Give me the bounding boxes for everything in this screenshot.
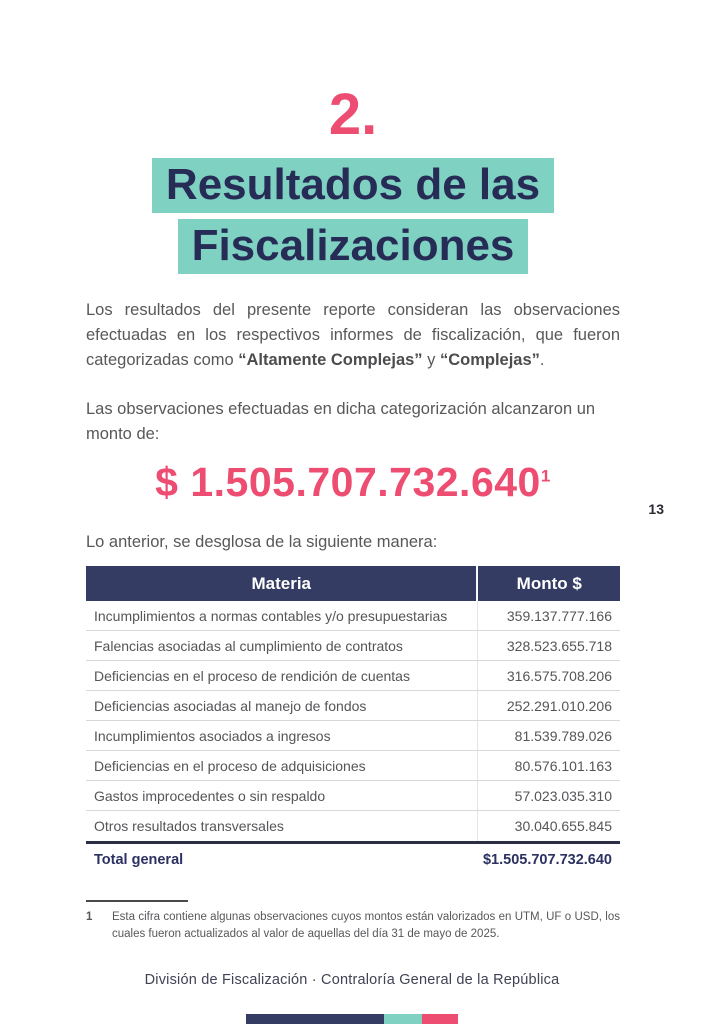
intro-period: . [539,350,545,369]
table-row [86,601,620,631]
footer-text: División de Fiscalización · Contraloría General de la República [144,972,560,988]
table-total-value: $1.505.707.732.640 [482,852,612,869]
table-body [86,601,620,841]
footer-bar-pink-segment [422,1014,458,1024]
table-cell-materia: Deficiencias asociadas al manejo de fondos [86,691,478,720]
table-total-row [86,841,620,876]
table-header-row [86,566,620,601]
table-header-materia: Materia [86,566,478,601]
table-cell-materia: Deficiencias en el proceso de adquisiciones [86,751,478,780]
amount-lead-paragraph: Las observaciones efectuadas en dicha categorización alcanzaron un monto de: [86,399,596,443]
page-title-line2: Fiscalizaciones [178,219,529,274]
table-cell-monto: 81.539.789.026 [514,727,612,744]
table-row [86,631,620,661]
table-cell-materia: Otros resultados transversales [86,811,478,841]
table-row [86,751,620,781]
intro-bold-altamente-complejas: “Altamente Complejas” [238,350,423,369]
table-cell-materia: Incumplimientos a normas contables y/o presupuestarias [86,601,478,630]
footer-color-bar [246,1014,458,1024]
footer-bar-teal-segment [384,1014,422,1024]
table-cell-materia: Deficiencias en el proceso de rendición de cuentas [86,661,478,690]
footnote [86,909,620,942]
intro-conjunction: y [422,350,440,369]
table-cell-materia: Gastos improcedentes o sin respaldo [86,781,478,810]
table-row [86,811,620,841]
intro-paragraph [86,298,620,373]
footnote-text: Esta cifra contiene algunas observaciones cuyos montos están valorizados en UTM, UF o USD, los cuales fueron actualizados al valor de aquellas del día 31 de mayo de 2025. [112,911,620,940]
table-total-label: Total general [94,852,184,869]
table-cell-monto: 328.523.655.718 [506,637,612,654]
intro-bold-complejas: “Complejas” [439,350,540,369]
table-cell-monto: 80.576.101.163 [514,757,612,774]
table-cell-monto: 252.291.010.206 [506,697,612,714]
section-number: 2. [328,82,378,147]
table-cell-monto: 316.575.708.206 [506,667,612,684]
page-title [86,158,620,274]
footer-bar-navy-segment [246,1014,384,1024]
table-cell-monto: 30.040.655.845 [514,818,612,835]
intro-paragraph-text: Los resultados del presente reporte consideran las observaciones efectuadas en los respectivos informes de fiscalización, que fueron categorizadas como [86,300,620,369]
results-table [86,566,620,876]
table-row [86,781,620,811]
page-number: 13 [648,501,664,517]
footnote-reference: 1 [540,466,551,486]
page-title-line1: Resultados de las [152,158,554,213]
table-lead-paragraph: Lo anterior, se desglosa de la siguiente manera: [86,532,438,551]
table-header-monto: Monto $ [516,573,582,593]
footnote-marker: 1 [86,911,93,924]
table-cell-monto: 57.023.035.310 [514,787,612,804]
table-cell-materia: Falencias asociadas al cumplimiento de contratos [86,631,478,660]
table-row [86,661,620,691]
table-cell-monto: 359.137.777.166 [506,607,612,624]
table-row [86,691,620,721]
total-amount-value: $ 1.505.707.732.640 [155,458,541,505]
footnote-divider [86,900,188,902]
table-row [86,721,620,751]
total-amount-headline [86,459,620,506]
table-cell-materia: Incumplimientos asociados a ingresos [86,721,478,750]
